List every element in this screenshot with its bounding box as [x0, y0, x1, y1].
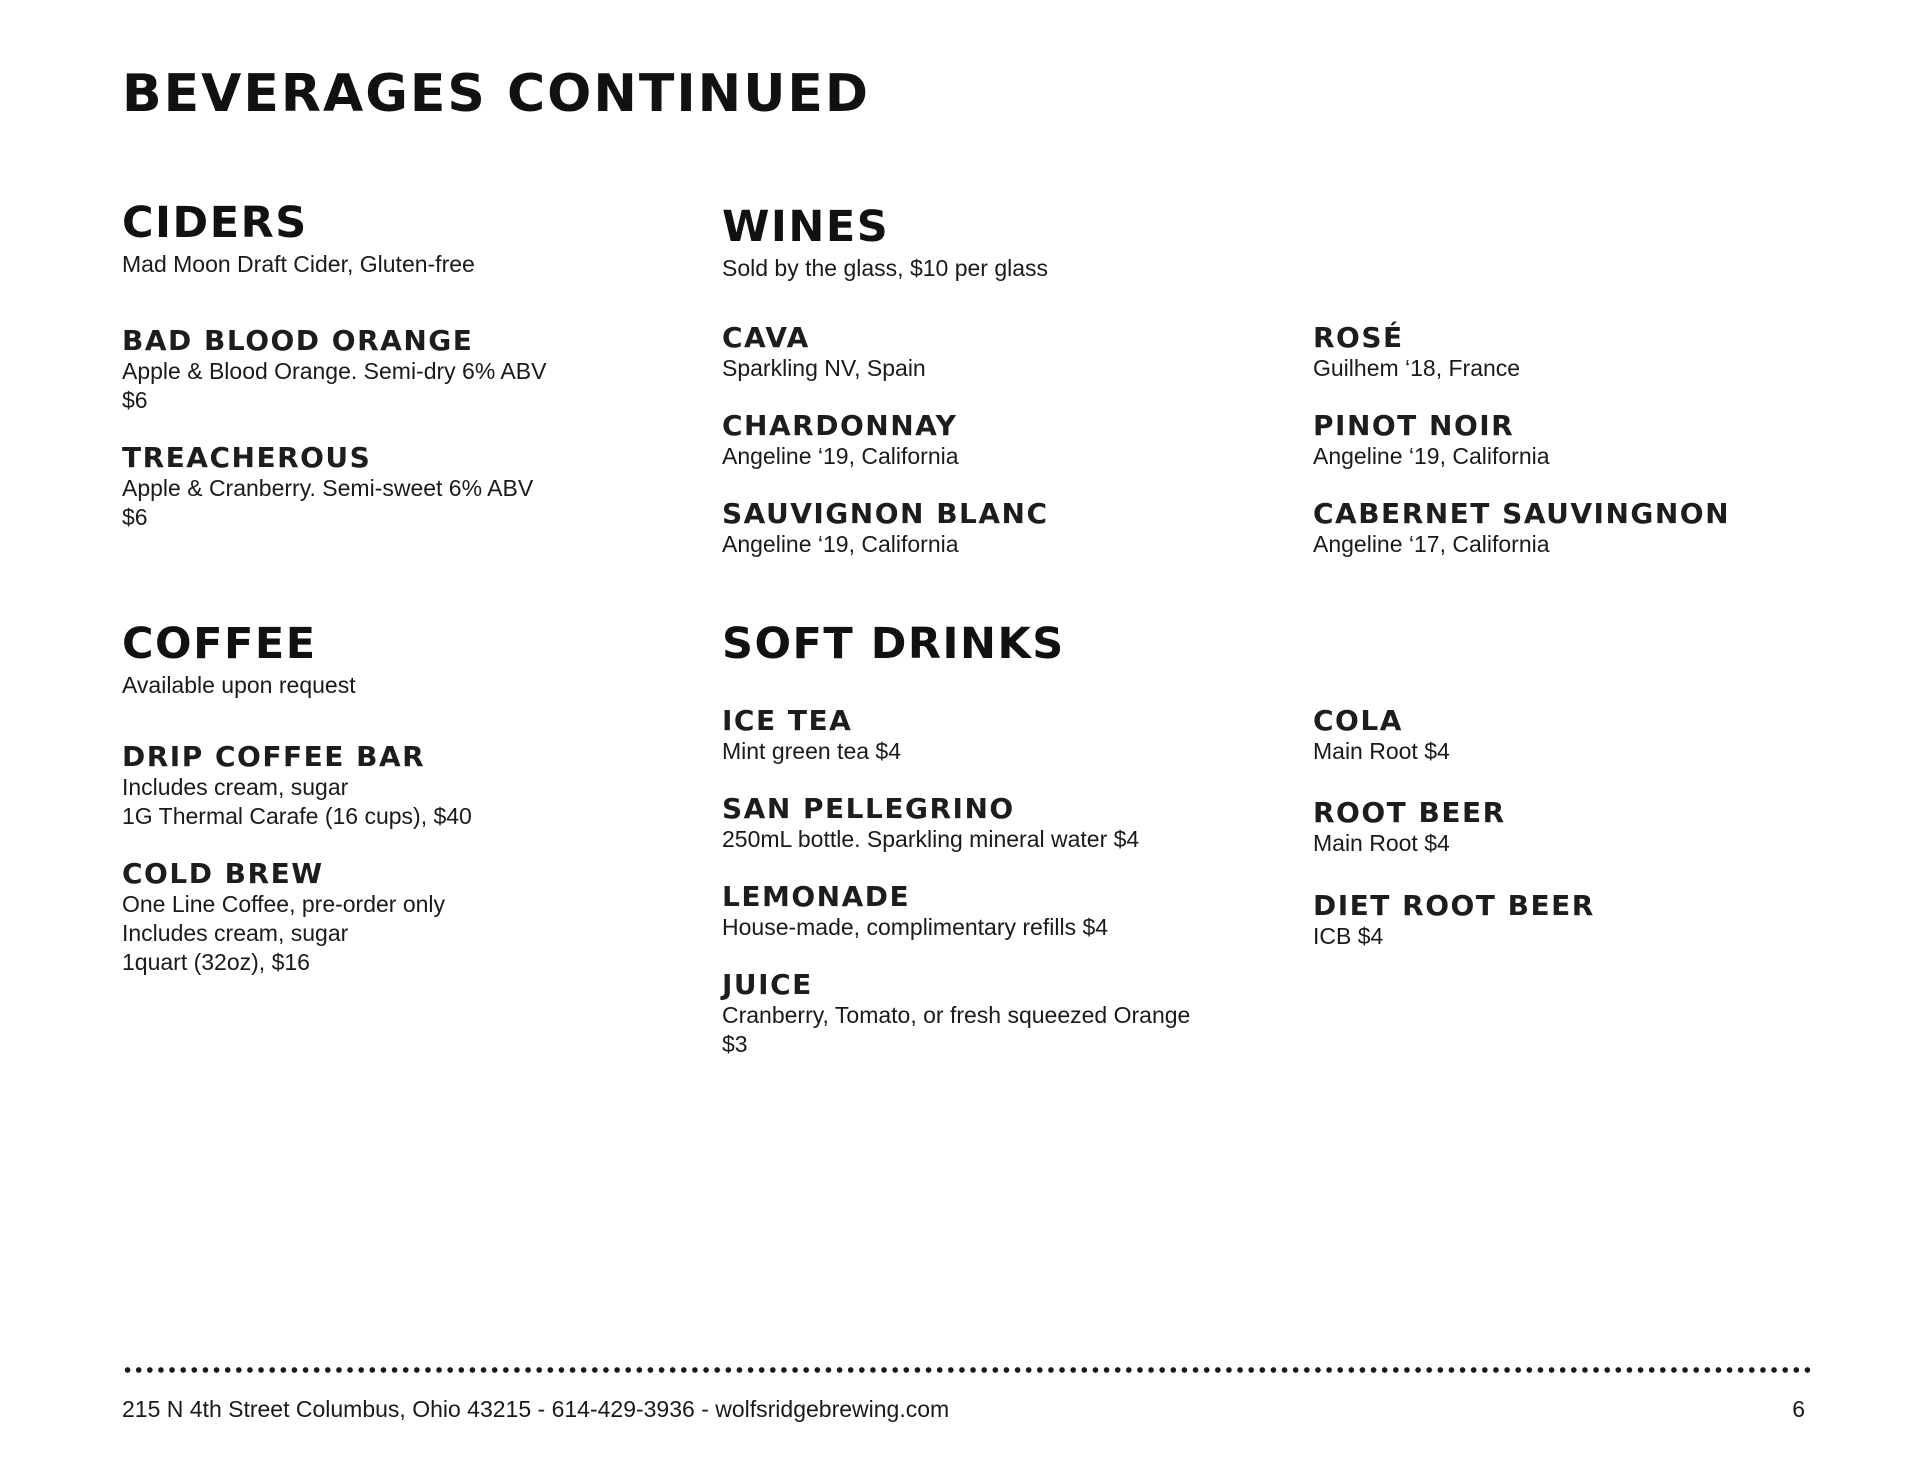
item-description: Angeline ‘19, California	[1313, 443, 1550, 469]
item-description: Sparkling NV, Spain	[722, 355, 926, 381]
item-description: Includes cream, sugar	[122, 920, 349, 946]
item-description: Apple & Blood Orange. Semi-dry 6% ABV	[122, 358, 547, 384]
menu-item-ice-tea	[722, 705, 901, 766]
item-name: COLD BREW	[122, 857, 324, 890]
item-name: CABERNET SAUVINGNON	[1313, 497, 1731, 530]
item-description: Angeline ‘17, California	[1313, 531, 1550, 557]
item-name: SAUVIGNON BLANC	[722, 497, 1049, 530]
wines-subtitle: Sold by the glass, $10 per glass	[722, 255, 1049, 281]
wines-title: WINES	[722, 202, 890, 252]
item-name: DIET ROOT BEER	[1313, 889, 1595, 922]
item-description: Includes cream, sugar	[122, 774, 349, 800]
item-description: Cranberry, Tomato, or fresh squeezed Orange	[722, 1002, 1191, 1028]
soft-drinks-section	[722, 619, 1065, 669]
menu-item-rose	[1313, 322, 1520, 383]
item-name: BAD BLOOD ORANGE	[122, 324, 474, 357]
item-name: DRIP COFFEE BAR	[122, 740, 426, 773]
item-name: ROOT BEER	[1313, 796, 1506, 829]
menu-item-sauvignon-blanc	[722, 498, 1049, 559]
menu-item-cola	[1313, 705, 1450, 766]
ciders-subtitle: Mad Moon Draft Cider, Gluten-free	[122, 251, 475, 277]
item-name: ICE TEA	[722, 704, 853, 737]
item-name: PINOT NOIR	[1313, 409, 1515, 442]
item-description: Main Root $4	[1313, 830, 1450, 856]
item-description: Main Root $4	[1313, 738, 1450, 764]
item-description: 250mL bottle. Sparkling mineral water $4	[722, 826, 1140, 852]
soft-drinks-title: SOFT DRINKS	[722, 619, 1065, 669]
item-price: 1G Thermal Carafe (16 cups), $40	[122, 803, 472, 829]
footer-address: 215 N 4th Street Columbus, Ohio 43215 - 614-429-3936 - wolfsridgebrewing.com	[122, 1396, 950, 1422]
ciders-title: CIDERS	[122, 198, 308, 248]
item-description: Angeline ‘19, California	[722, 531, 959, 557]
item-price: $3	[722, 1031, 748, 1057]
item-description: Guilhem ‘18, France	[1313, 355, 1521, 381]
item-name: ROSÉ	[1313, 321, 1404, 354]
item-name: SAN PELLEGRINO	[722, 792, 1015, 825]
item-name: JUICE	[722, 968, 813, 1001]
menu-item-san-pellegrino	[722, 793, 1139, 854]
menu-item-bad-blood-orange	[122, 325, 546, 415]
menu-item-cold-brew	[122, 858, 445, 977]
item-name: TREACHEROUS	[122, 441, 372, 474]
ciders-section	[122, 198, 475, 279]
item-description: One Line Coffee, pre-order only	[122, 891, 446, 917]
item-description: Mint green tea $4	[722, 738, 902, 764]
item-price: $6	[122, 504, 148, 530]
page-title: BEVERAGES CONTINUED	[122, 64, 871, 124]
menu-item-cava	[722, 322, 926, 383]
menu-item-cabernet-sauvignon	[1313, 498, 1730, 559]
wines-section	[722, 202, 1048, 283]
item-description: ICB $4	[1313, 923, 1384, 949]
menu-item-diet-root-beer	[1313, 890, 1595, 951]
item-name: CHARDONNAY	[722, 409, 958, 442]
coffee-section	[122, 619, 356, 700]
menu-item-lemonade	[722, 881, 1108, 942]
item-description: Angeline ‘19, California	[722, 443, 959, 469]
item-name: CAVA	[722, 321, 810, 354]
item-name: LEMONADE	[722, 880, 911, 913]
item-description: House-made, complimentary refills $4	[722, 914, 1109, 940]
menu-item-drip-coffee-bar	[122, 741, 472, 831]
menu-item-root-beer	[1313, 797, 1506, 858]
page-number: 6	[1792, 1396, 1805, 1422]
item-price: $6	[122, 387, 148, 413]
menu-item-pinot-noir	[1313, 410, 1550, 471]
menu-item-juice	[722, 969, 1190, 1059]
coffee-subtitle: Available upon request	[122, 672, 356, 698]
coffee-title: COFFEE	[122, 619, 317, 669]
item-name: COLA	[1313, 704, 1403, 737]
item-description: Apple & Cranberry. Semi-sweet 6% ABV	[122, 475, 534, 501]
dotted-divider	[122, 1366, 1814, 1374]
menu-item-chardonnay	[722, 410, 959, 471]
menu-item-treacherous	[122, 442, 533, 532]
item-price: 1quart (32oz), $16	[122, 949, 310, 975]
